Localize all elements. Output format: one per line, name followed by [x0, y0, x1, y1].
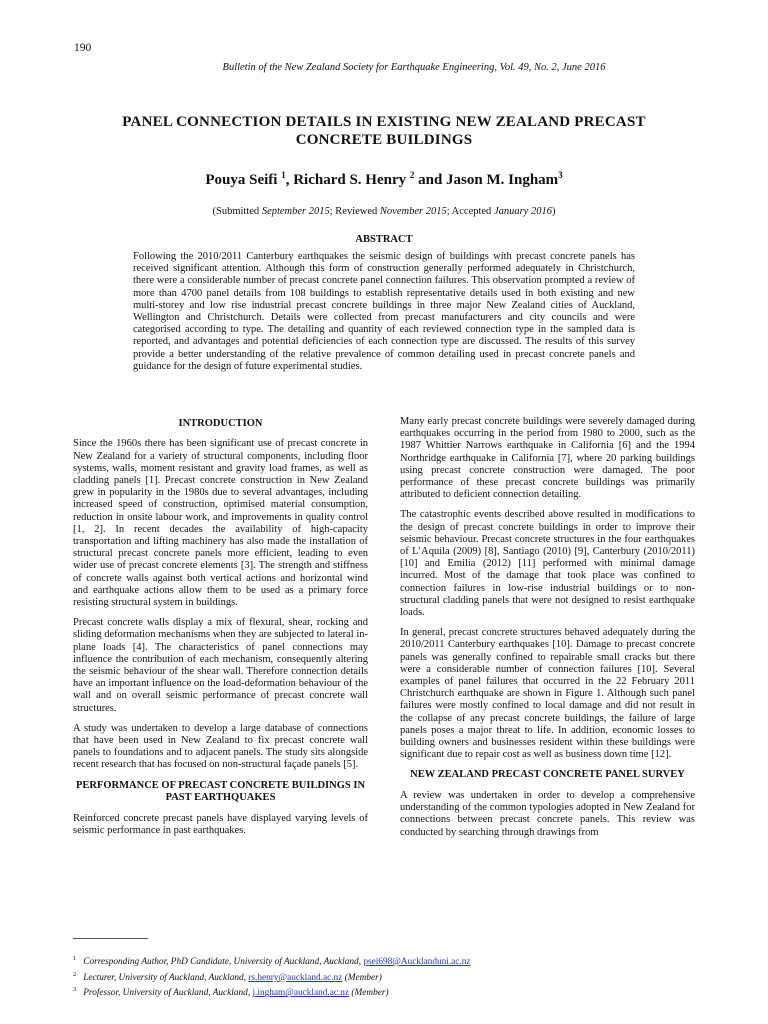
body-paragraph: Many early precast concrete buildings were severely damaged during earthquakes occurring in the period from 1980 to 2000, such as the 1987 Whittier Narrows earthquake in California [6] and the 1994 Northridge earthquake in California [7], where 20 parking buildings using precast concrete construction were damaged. The poor performance of these precast concrete buildings was primarily attributed to deficient connection detailing.	[400, 416, 695, 501]
body-paragraph: Reinforced concrete precast panels have displayed varying levels of seismic performance in past earthquakes.	[73, 812, 368, 836]
email-link[interactable]: j.ingham@auckland.ac.nz	[252, 988, 350, 999]
right-column	[400, 416, 695, 847]
body-paragraph: Precast concrete walls display a mix of flexural, shear, rocking and sliding deformation mechanisms when they are subjected to lateral in-plane loads [4]. The characteristics of panel connections may influence the contribution of each mechanism, consequently altering the seismic behaviour of the shear wall. Therefore connection details have an important influence on the load-deformation behaviour of the wall and on overall seismic performance of precast concrete wall structures.	[73, 617, 368, 714]
footnote-divider	[73, 938, 148, 939]
footnote-text: Professor, University of Auckland, Auckland,	[83, 988, 253, 999]
footnote-marker: 2	[73, 970, 77, 978]
footnote	[73, 984, 471, 1000]
body-paragraph: A review was undertaken in order to develop a comprehensive understanding of the common typologies adopted in New Zealand for connections between precast concrete panels. This review was conducted by searching through drawings from	[400, 789, 695, 838]
submission-close: )	[551, 206, 556, 217]
submission-dates	[0, 206, 768, 217]
abstract-heading: ABSTRACT	[355, 234, 413, 245]
reviewed-date: November 2015	[379, 206, 447, 217]
author-name: Pouya Seifi	[205, 172, 278, 188]
page-number: 190	[74, 42, 92, 54]
author-list	[0, 170, 768, 189]
journal-header: Bulletin of the New Zealand Society for Earthquake Engineering, Vol. 49, No. 2, June 2016	[222, 62, 606, 73]
author-affiliation-marker: 2	[409, 170, 415, 180]
author-separator: and	[414, 172, 447, 188]
author-affiliation-marker: 1	[281, 170, 286, 180]
footnote-suffix: (Member)	[342, 972, 382, 983]
footnote	[73, 969, 471, 985]
body-paragraph: Since the 1960s there has been significant use of precast concrete in New Zealand for a variety of structural components, including floor systems, walls, moment resistant and gravity load frames, as well as cladding panels [1]. Precast concrete construction in New Zealand grew in popularity in the 1980s due to several advantages, including increased speed of construction, optimised material consumption, reduction in onsite labour work, and improvements in quality control [1, 2]. In recent decades the availability of high-capacity transportation and lifting machinery has also made the installation of structural precast concrete panels more efficient, leading to even wider use of precast concrete elements [3]. The strength and stiffness of concrete walls against both vertical actions and horizontal wind and earthquake actions allow them to be used as a primary force resisting structural system in buildings.	[73, 438, 368, 609]
footnote-marker: 3	[73, 986, 77, 994]
left-column	[73, 416, 368, 845]
section-heading-performance: PERFORMANCE OF PRECAST CONCRETE BUILDINGS IN PAST EARTHQUAKES	[75, 779, 366, 804]
author-name: Jason M. Ingham	[446, 172, 559, 188]
footnote	[73, 953, 471, 969]
body-paragraph: In general, precast concrete structures behaved adequately during the 2010/2011 Canterbury earthquakes [10]. Damage to precast concrete panels was generally confined to repairable small cracks but there were a considerable number of connection failures [10]. Several examples of panel failures that occurred in the 22 February 2011 Christchurch earthquake are shown in Figure 1. Although such panel failures were mostly confined to local damage and did not result in the collapse of any precast concrete buildings, the failure of large panels poses a major threat to life. In addition, economic losses to building owners and businesses resident within these buildings were significant due to repair cost as well as business down time [12].	[400, 627, 695, 761]
body-paragraph: A study was undertaken to develop a large database of connections that have been used in New Zealand to fix precast concrete wall panels to foundations and to adjacent panels. The study sits alongside recent research that has focused on non-structural façade panels [5].	[73, 722, 368, 771]
abstract-text: Following the 2010/2011 Canterbury earthquakes the seismic design of buildings with precast concrete panels has received significant attention. Although this form of construction generally performed adequately in Christchurch, there were a considerable number of precast concrete panel connection failures. This observation prompted a review of more than 4700 panel details from 108 buildings to establish representative details used in both existing and new multi-storey and low rise industrial precast concrete buildings in three major New Zealand cities of Auckland, Wellington and Christchurch. Details were collected from precast manufacturers and city councils and were categorised according to type. The detailing and quantity of each reviewed connection type in the sampled data is reported, and advantages and potential deficiencies of each connection type are discussed. The results of this survey provide a better understanding of the relative prevalence of common detailing used in precast concrete panels and guidance for the design of future experimental studies.	[133, 251, 635, 372]
footnote-text: Lecturer, University of Auckland, Auckland,	[83, 972, 249, 983]
footnote-suffix: (Member)	[349, 988, 389, 999]
paper-title: PANEL CONNECTION DETAILS IN EXISTING NEW ZEALAND PRECAST CONCRETE BUILDINGS	[122, 114, 646, 148]
footnote-marker: 1	[73, 955, 77, 962]
accepted-date: January 2016	[493, 206, 552, 217]
submission-open: (Submitted	[212, 206, 262, 217]
section-heading-survey: NEW ZEALAND PRECAST CONCRETE PANEL SURVEY	[410, 769, 685, 781]
submitted-date: September 2015	[261, 206, 330, 217]
reviewed-label: ; Reviewed	[329, 206, 380, 217]
section-heading-introduction: INTRODUCTION	[178, 418, 263, 429]
author-name: Richard S. Henry	[293, 172, 407, 188]
email-link[interactable]: rs.henry@auckland.ac.nz	[248, 972, 343, 983]
accepted-label: ; Accepted	[446, 206, 494, 217]
footnotes	[73, 953, 471, 1000]
footnote-text: Corresponding Author, PhD Candidate, University of Auckland, Auckland,	[83, 957, 364, 968]
author-separator: ,	[285, 172, 294, 188]
author-affiliation-marker: 3	[558, 170, 563, 180]
body-paragraph: The catastrophic events described above resulted in modifications to the design of precast concrete buildings in order to improve their seismic behaviour. Precast concrete structures in the four earthquakes of L’Aquila (2009) [8], Santiago (2010) [9], Canterbury (2010/2011) [10] and Emilia (2012) [11] performed with minimal damage incurred. Most of the damage that took place was confined to connection failures in low-rise industrial buildings or to non-structural cladding panels that were not designed to resist earthquake loads.	[400, 509, 695, 619]
email-link[interactable]: psei698@Aucklanduni.ac.nz	[363, 957, 471, 968]
